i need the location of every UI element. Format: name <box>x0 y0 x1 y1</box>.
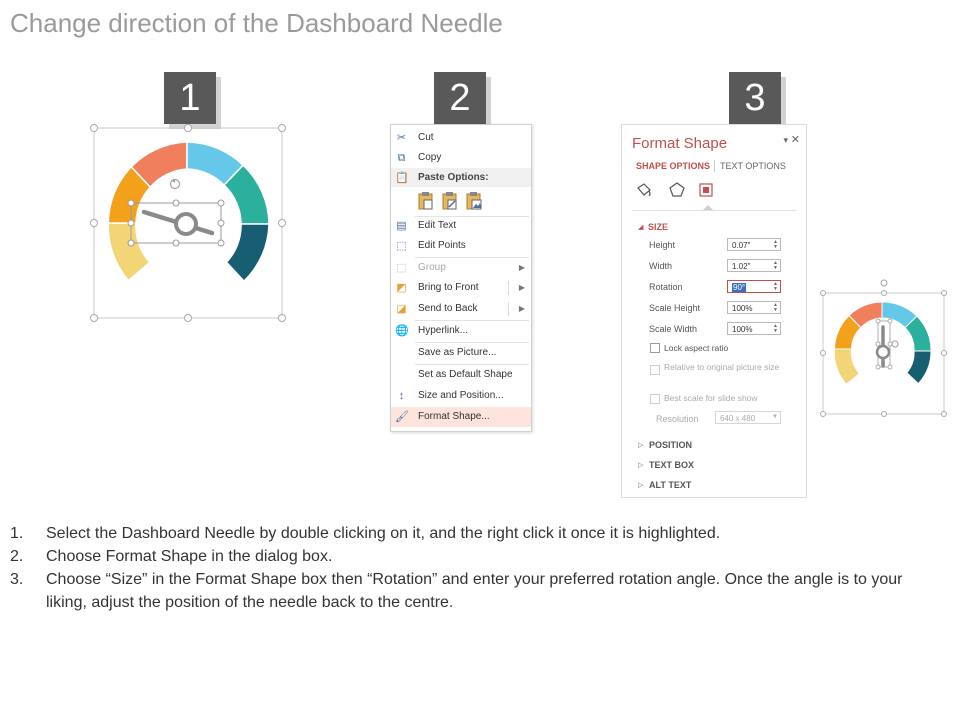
needle-rotate-handle-icon[interactable] <box>892 341 898 347</box>
width-value: 1.02" <box>732 262 751 271</box>
spinner-icon[interactable]: ▲ ▼ <box>773 281 778 292</box>
scale-height-value: 100% <box>732 304 753 313</box>
edit-text-icon: ▤ <box>396 220 407 232</box>
instructions-list <box>10 522 940 614</box>
group-icon: ⬚ <box>396 262 407 274</box>
context-menu[interactable] <box>390 124 532 432</box>
instruction-text: Select the Dashboard Needle by double clicking on it, and the right click it once it is highlighted. <box>46 525 721 542</box>
submenu-arrow-icon[interactable]: ▶ <box>518 304 525 313</box>
menu-item-format-shape[interactable] <box>391 407 531 427</box>
effects-icon[interactable] <box>670 183 684 196</box>
spinner-icon[interactable]: ▲ ▼ <box>773 239 778 250</box>
section-text-box[interactable]: TEXT BOX <box>649 460 695 470</box>
menu-item-send-to-back[interactable] <box>391 299 531 319</box>
menu-item-label: Copy <box>418 152 442 163</box>
instruction-item <box>10 568 940 614</box>
send-to-back-icon: ◪ <box>396 303 407 315</box>
pane-title: Format Shape <box>632 135 728 152</box>
menu-item-label: Edit Text <box>418 220 457 231</box>
gauge-segment-dark-teal <box>227 224 270 281</box>
relative-size-checkbox <box>650 365 660 375</box>
height-input[interactable] <box>727 238 781 251</box>
size-properties-icon[interactable] <box>700 184 712 196</box>
instruction-number: 2. <box>10 548 24 565</box>
rotate-handle-icon[interactable] <box>171 179 180 189</box>
format-shape-pane[interactable] <box>621 124 807 498</box>
height-value: 0.07" <box>732 241 751 250</box>
scale-width-input[interactable] <box>727 322 781 335</box>
menu-item-set-default-shape[interactable] <box>391 365 531 385</box>
submenu-arrow-icon[interactable]: ▶ <box>518 283 525 292</box>
instruction-item <box>10 545 940 568</box>
chevron-down-icon: ▼ <box>772 414 778 420</box>
pane-options-chevron-icon[interactable]: ▾ <box>783 135 788 145</box>
resolution-select <box>715 411 781 424</box>
menu-item-size-and-position[interactable] <box>391 386 531 406</box>
menu-item-group <box>391 258 531 278</box>
fill-line-icon[interactable] <box>638 184 650 196</box>
menu-item-copy[interactable] <box>391 148 531 168</box>
menu-item-hyperlink[interactable] <box>391 321 531 341</box>
section-position[interactable]: POSITION <box>649 440 693 450</box>
instruction-text: Choose “Size” in the Format Shape box then “Rotation” and enter your preferred rotation angle. Once the angle is to your liking, adjust the position of the needle back to the centre. <box>46 571 903 611</box>
menu-item-paste-options <box>391 168 531 187</box>
gauge-segment-yellow <box>834 349 859 384</box>
rotation-label: Rotation <box>649 282 683 292</box>
menu-item-save-as-picture[interactable] <box>391 343 531 363</box>
menu-item-label: Cut <box>418 132 434 143</box>
scale-height-label: Scale Height <box>649 303 701 313</box>
best-scale-checkbox <box>650 394 660 404</box>
relative-size-label: Relative to original picture size <box>664 362 780 372</box>
scale-height-input[interactable] <box>727 301 781 314</box>
menu-item-bring-to-front[interactable] <box>391 278 531 298</box>
expand-arrow-icon[interactable]: ▷ <box>638 482 644 489</box>
menu-item-label: Hyperlink... <box>418 325 469 336</box>
section-alt-text[interactable]: ALT TEXT <box>649 480 692 490</box>
step-badge-2: 2 <box>434 72 486 124</box>
menu-item-label: Paste Options: <box>418 172 489 183</box>
menu-item-label: Size and Position... <box>418 390 504 401</box>
scale-width-label: Scale Width <box>649 324 698 334</box>
best-scale-label: Best scale for slide show <box>664 393 758 403</box>
menu-item-label: Group <box>418 262 446 273</box>
scissors-icon: ✂ <box>396 132 407 144</box>
rotation-input[interactable] <box>727 280 781 293</box>
instruction-number: 3. <box>10 571 24 588</box>
menu-item-label: Set as Default Shape <box>418 369 513 380</box>
spinner-icon[interactable]: ▲ ▼ <box>773 323 778 334</box>
menu-item-edit-points[interactable] <box>391 236 531 256</box>
close-icon[interactable]: ✕ <box>790 134 800 146</box>
height-label: Height <box>649 240 676 250</box>
copy-icon: ⧉ <box>397 152 406 164</box>
instruction-text: Choose Format Shape in the dialog box. <box>46 548 333 565</box>
instruction-item <box>10 522 940 545</box>
rotate-handle-icon[interactable] <box>881 280 887 286</box>
edit-points-icon: ⬚ <box>396 240 407 252</box>
spinner-icon[interactable]: ▲ ▼ <box>773 260 778 271</box>
size-position-icon: ↕ <box>398 390 405 402</box>
menu-item-label: Bring to Front <box>418 282 479 293</box>
instruction-number: 1. <box>10 525 24 542</box>
scale-width-value: 100% <box>732 325 753 334</box>
paste-merge-format-icon[interactable] <box>443 192 456 209</box>
resolution-value: 640 x 480 <box>720 414 756 423</box>
width-label: Width <box>649 261 673 271</box>
menu-item-edit-text[interactable] <box>391 216 531 236</box>
section-size[interactable]: SIZE <box>648 222 669 232</box>
page-title: Change direction of the Dashboard Needle <box>10 8 503 38</box>
step-badge-1: 1 <box>164 72 216 124</box>
step-badge-3: 3 <box>729 72 781 124</box>
menu-item-label: Save as Picture... <box>418 347 497 358</box>
spinner-icon[interactable]: ▲ ▼ <box>773 302 778 313</box>
submenu-arrow-icon: ▶ <box>518 263 525 272</box>
bring-to-front-icon: ◩ <box>396 282 407 294</box>
menu-item-label: Format Shape... <box>418 411 490 422</box>
paste-keep-format-icon[interactable] <box>419 192 432 209</box>
width-input[interactable] <box>727 259 781 272</box>
menu-item-label: Edit Points <box>418 240 466 251</box>
paste-buttons-row <box>418 191 488 211</box>
menu-item-cut[interactable] <box>391 128 531 148</box>
collapse-arrow-icon[interactable]: ◢ <box>638 224 644 231</box>
dashboard-gauge-large[interactable] <box>88 122 288 326</box>
dashboard-gauge-small[interactable] <box>815 276 951 420</box>
hyperlink-icon: 🌐 <box>395 325 409 337</box>
resolution-label: Resolution <box>656 414 699 424</box>
rotation-value: 90° <box>733 283 746 292</box>
tab-shape-options[interactable]: SHAPE OPTIONS <box>636 161 711 171</box>
gauge-needle-rotated[interactable] <box>876 319 898 369</box>
expand-arrow-icon[interactable]: ▷ <box>638 462 644 469</box>
lock-aspect-label: Lock aspect ratio <box>664 343 729 353</box>
gauge-segment-dark-teal <box>907 351 931 384</box>
menu-item-label: Send to Back <box>418 303 478 314</box>
paste-picture-icon[interactable] <box>467 192 481 209</box>
expand-arrow-icon[interactable]: ▷ <box>638 442 644 449</box>
lock-aspect-checkbox[interactable] <box>650 343 660 353</box>
gauge-segment-yellow <box>108 223 150 280</box>
gauge-needle[interactable] <box>128 200 224 246</box>
tab-text-options[interactable]: TEXT OPTIONS <box>720 161 786 171</box>
format-shape-icon: 🖌 <box>395 411 409 423</box>
paste-icon: 📋 <box>395 172 409 184</box>
